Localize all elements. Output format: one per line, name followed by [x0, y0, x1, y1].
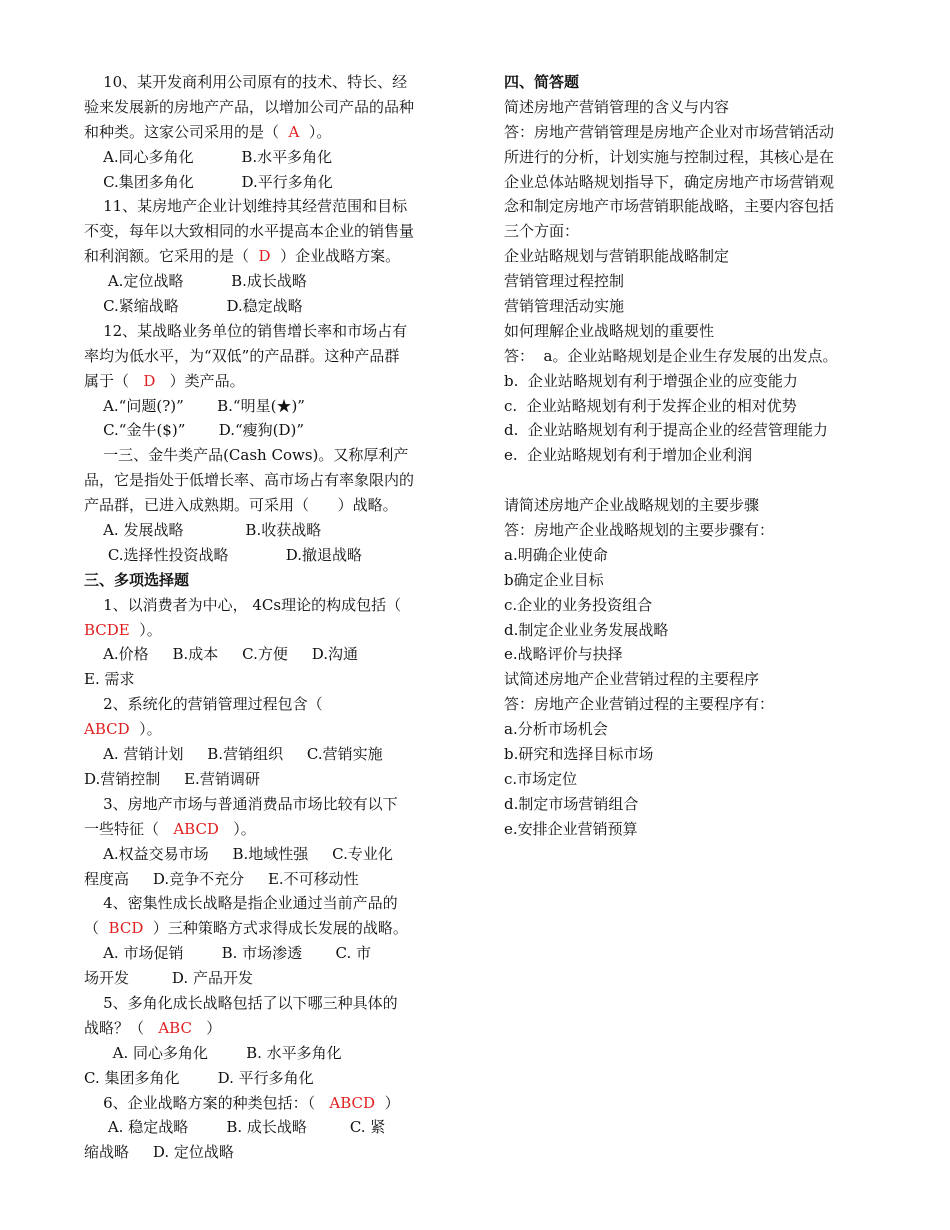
text-line — [504, 294, 864, 319]
line-text: ）。 — [299, 122, 332, 141]
line-text: a.明确企业使命 — [504, 545, 608, 564]
text-line — [504, 742, 864, 767]
text-line — [504, 568, 864, 593]
text-line — [84, 767, 444, 792]
answer-text: ABCD — [329, 1093, 376, 1112]
text-line — [504, 642, 864, 667]
text-line — [504, 817, 864, 842]
line-text: 企业站略规划与营销职能战略制定 — [504, 247, 730, 266]
text-line — [504, 443, 864, 468]
line-text: 答：房地产营销管理是房地产企业对市场营销活动 — [504, 122, 835, 141]
line-text: 企业总体站略规划指导下，确定房地产市场营销观 — [504, 172, 835, 191]
line-text: ）企业战略方案。 — [270, 247, 401, 266]
text-line — [504, 269, 864, 294]
line-text: C.“金牛($)” D.“瘦狗(D)” — [84, 421, 305, 440]
line-text: A.定位战略 B.成长战略 — [84, 272, 307, 291]
text-line — [84, 95, 444, 120]
line-text: A. 发展战略 B.收获战略 — [84, 521, 322, 540]
line-text: a.分析市场机会 — [504, 720, 608, 739]
line-text: 念和制定房地产市场营销职能战略，主要内容包括 — [504, 197, 835, 216]
text-line — [504, 518, 864, 543]
line-text: 简述房地产营销管理的含义与内容 — [504, 97, 730, 116]
line-text: A. 同心多角化 B. 水平多角化 — [84, 1043, 342, 1062]
text-line — [84, 991, 444, 1016]
line-text: b确定企业目标 — [504, 570, 604, 589]
line-text: E. 需求 — [84, 670, 135, 689]
text-line — [84, 667, 444, 692]
text-line — [84, 518, 444, 543]
line-text: e.安排企业营销预算 — [504, 819, 638, 838]
line-text: 1、以消费者为中心， 4Cs理论的构成包括（ — [84, 595, 402, 614]
text-line — [504, 120, 864, 145]
line-text: （ — [84, 919, 109, 938]
line-text: 品，它是指处于低增长率、高市场占有率象限内的 — [84, 471, 415, 490]
text-line — [504, 344, 864, 369]
line-text: b.研究和选择目标市场 — [504, 745, 654, 764]
text-line — [84, 120, 444, 145]
text-line — [84, 742, 444, 767]
text-line — [84, 468, 444, 493]
section-heading — [84, 568, 444, 593]
text-line — [84, 966, 444, 991]
line-text: D.营销控制 E.营销调研 — [84, 769, 260, 788]
text-line — [84, 867, 444, 892]
line-text: 和利润额。它采用的是（ — [84, 247, 259, 266]
text-line — [504, 767, 864, 792]
text-line — [84, 219, 444, 244]
text-line — [504, 369, 864, 394]
text-line — [84, 319, 444, 344]
line-text: 营销管理活动实施 — [504, 297, 625, 316]
text-line — [84, 543, 444, 568]
line-text: 率均为低水平，为“双低”的产品群。这种产品群 — [84, 346, 400, 365]
line-text: 答： a。企业站略规划是企业生存发展的出发点。 — [504, 346, 838, 365]
line-text: A.价格 B.成本 C.方便 D.沟通 — [84, 645, 358, 664]
line-text: 属于（ — [84, 371, 144, 390]
line-text: A. 营销计划 B.营销组织 C.营销实施 — [84, 745, 383, 764]
text-line — [504, 95, 864, 120]
text-line — [504, 170, 864, 195]
line-text: 程度高 D.竞争不充分 E.不可移动性 — [84, 869, 359, 888]
text-line — [84, 1066, 444, 1091]
answer-text: BCD — [108, 919, 144, 938]
line-text: C.集团多角化 D.平行多角化 — [84, 172, 333, 191]
text-line — [84, 1140, 444, 1165]
text-line — [84, 593, 444, 618]
line-text: 5、多角化成长战略包括了以下哪三种具体的 — [84, 993, 398, 1012]
line-text: 验来发展新的房地产产品，以增加公司产品的品种 — [84, 97, 415, 116]
line-text: 产品群，已进入成熟期。可采用（ ）战略。 — [84, 496, 398, 515]
text-line — [504, 717, 864, 742]
line-text: 试简述房地产企业营销过程的主要程序 — [504, 670, 760, 689]
text-line — [84, 642, 444, 667]
text-line — [84, 170, 444, 195]
line-text: e. 企业站略规划有利于增加企业利润 — [504, 446, 753, 465]
text-line — [84, 194, 444, 219]
line-text: 营销管理过程控制 — [504, 272, 625, 291]
line-text: ）。 — [129, 620, 162, 639]
text-line — [84, 294, 444, 319]
line-text: ） — [375, 1093, 400, 1112]
text-line — [84, 70, 444, 95]
line-text: 6、企业战略方案的种类包括：（ — [84, 1093, 330, 1112]
line-text: ）类产品。 — [155, 371, 245, 390]
line-text: 12、某战略业务单位的销售增长率和市场占有 — [84, 321, 408, 340]
line-text: 答：房地产企业战略规划的主要步骤有： — [504, 521, 775, 540]
line-text: ）。 — [129, 720, 162, 739]
line-text: 一三、金牛类产品(Cash Cows)。又称厚利产 — [84, 446, 409, 465]
line-text: c.市场定位 — [504, 769, 578, 788]
text-line — [504, 593, 864, 618]
text-line — [504, 792, 864, 817]
text-line — [84, 244, 444, 269]
line-text: 三、多项选择题 — [84, 570, 190, 589]
line-text: 四、简答题 — [504, 73, 580, 91]
text-line — [504, 493, 864, 518]
line-text: ）三种策略方式求得成长发展的战略。 — [143, 919, 408, 938]
text-line — [504, 418, 864, 443]
text-line — [504, 667, 864, 692]
text-line — [84, 145, 444, 170]
text-line — [504, 219, 864, 244]
text-line — [84, 618, 444, 643]
line-text: 所进行的分析，计划实施与控制过程，其核心是在 — [504, 147, 835, 166]
line-text: C.紧缩战略 D.稳定战略 — [84, 297, 303, 316]
line-text: 请简述房地产企业战略规划的主要步骤 — [504, 496, 760, 515]
text-line — [84, 1091, 444, 1116]
line-text: 战略？（ — [84, 1018, 159, 1037]
line-text: ）。 — [218, 819, 256, 838]
line-text: A.权益交易市场 B.地域性强 C.专业化 — [84, 844, 393, 863]
line-text: 3、房地产市场与普通消费品市场比较有以下 — [84, 794, 398, 813]
text-line — [84, 941, 444, 966]
text-line — [84, 792, 444, 817]
line-text: d. 企业站略规划有利于提高企业的经营管理能力 — [504, 421, 828, 440]
line-text: 三个方面： — [504, 222, 580, 241]
answer-text: D — [258, 247, 271, 266]
text-line — [504, 194, 864, 219]
text-line — [84, 344, 444, 369]
line-text: A. 稳定战略 B. 成长战略 C. 紧 — [84, 1118, 386, 1137]
text-line — [504, 692, 864, 717]
line-text: A.同心多角化 B.水平多角化 — [84, 147, 333, 166]
answer-text: ABCD — [84, 720, 130, 739]
text-line — [84, 394, 444, 419]
text-line — [84, 842, 444, 867]
line-text: d.制定市场营销组合 — [504, 794, 639, 813]
blank-line — [504, 468, 864, 493]
answer-text: D — [143, 371, 156, 390]
right-column — [504, 70, 864, 842]
text-line — [84, 493, 444, 518]
text-line — [84, 817, 444, 842]
line-text: 10、某开发商利用公司原有的技术、特长、经 — [84, 73, 408, 91]
text-line — [504, 244, 864, 269]
line-text: 如何理解企业战略规划的重要性 — [504, 321, 715, 340]
line-text: e.战略评价与抉择 — [504, 645, 623, 664]
line-text: d.制定企业业务发展战略 — [504, 620, 669, 639]
line-text: 11、某房地产企业计划维持其经营范围和目标 — [84, 197, 408, 216]
text-line — [504, 145, 864, 170]
text-line — [84, 269, 444, 294]
answer-text: A — [288, 122, 300, 141]
text-line — [504, 394, 864, 419]
line-text: ） — [191, 1018, 222, 1037]
line-text: A. 市场促销 B. 市场渗透 C. 市 — [84, 944, 372, 963]
text-line — [84, 692, 444, 717]
line-text: c.企业的业务投资组合 — [504, 595, 653, 614]
text-line — [84, 1041, 444, 1066]
answer-text: ABCD — [173, 819, 219, 838]
text-line — [84, 418, 444, 443]
text-line — [84, 717, 444, 742]
line-text: A.“问题(?)” B.“明星(★)” — [84, 396, 305, 415]
text-line — [504, 319, 864, 344]
text-line — [84, 1115, 444, 1140]
line-text: 2、系统化的营销管理过程包含（ — [84, 695, 323, 714]
text-line — [84, 891, 444, 916]
line-text: C. 集团多角化 D. 平行多角化 — [84, 1068, 314, 1087]
line-text: 不变，每年以大致相同的水平提高本企业的销售量 — [84, 222, 415, 241]
text-line — [84, 1016, 444, 1041]
line-text: 缩战略 D. 定位战略 — [84, 1143, 234, 1162]
left-column — [84, 70, 444, 1165]
line-text: 和种类。这家公司采用的是（ — [84, 122, 289, 141]
text-line — [504, 543, 864, 568]
line-text: b. 企业站略规划有利于增强企业的应变能力 — [504, 371, 798, 390]
line-text: 答：房地产企业营销过程的主要程序有： — [504, 695, 775, 714]
line-text: 一些特征（ — [84, 819, 174, 838]
text-line — [84, 916, 444, 941]
answer-text: ABC — [158, 1018, 192, 1037]
line-text: C.选择性投资战略 D.撤退战略 — [84, 545, 363, 564]
line-text: c. 企业站略规划有利于发挥企业的相对优势 — [504, 396, 797, 415]
section-heading — [504, 70, 864, 95]
text-line — [84, 443, 444, 468]
line-text: 场开发 D. 产品开发 — [84, 969, 253, 988]
answer-text: BCDE — [84, 620, 130, 639]
text-line — [84, 369, 444, 394]
text-line — [504, 618, 864, 643]
line-text: 4、密集性成长战略是指企业通过当前产品的 — [84, 894, 398, 913]
